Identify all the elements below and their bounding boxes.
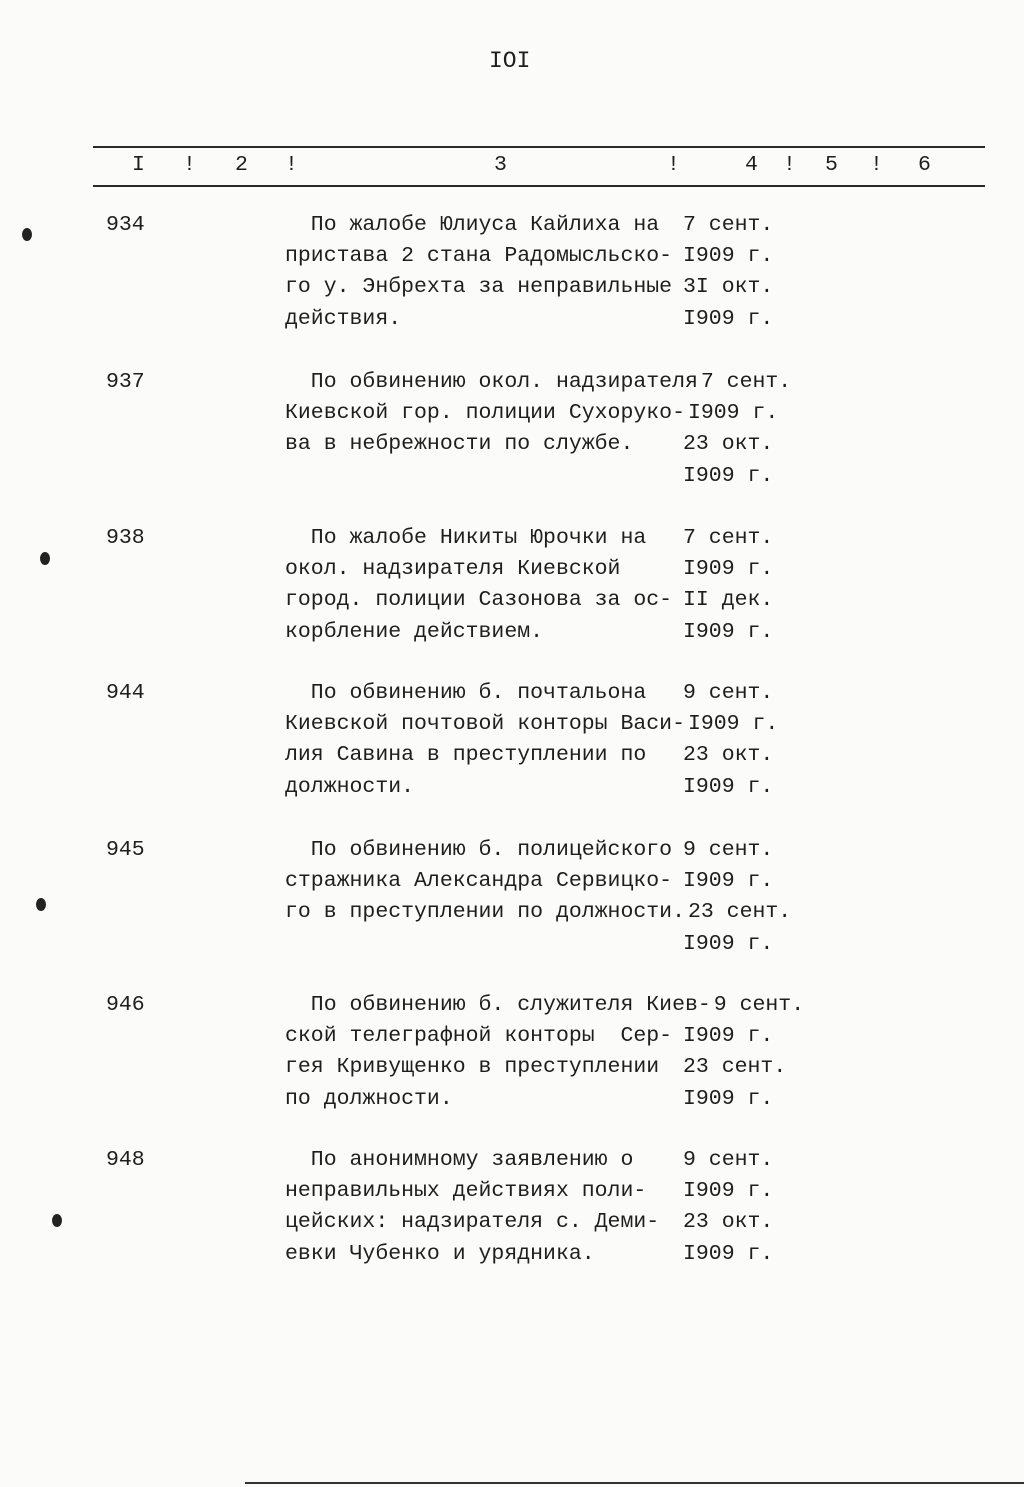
case-description-line: По обвинению б. почтальона <box>285 681 647 705</box>
case-date-line: 9 сент. <box>683 838 774 862</box>
case-description-line: Киевской гор. полиции Сухоруко- <box>285 401 685 426</box>
case-line <box>285 840 773 862</box>
case-date-line: 7 сент. <box>700 370 792 394</box>
punch-hole-mark <box>52 1214 62 1227</box>
column-header-cell: 3 <box>494 153 507 177</box>
case-date-line: 23 окт. <box>683 1210 774 1235</box>
case-date-line: I909 г. <box>683 869 774 894</box>
case-description-line: корбление действием. <box>285 619 544 644</box>
column-separator: ! <box>667 153 680 177</box>
case-date-line: 23 сент. <box>683 1055 787 1080</box>
case-description-line: должности. <box>285 774 415 799</box>
case-date-line: I909 г. <box>687 712 779 737</box>
case-line <box>285 1181 773 1203</box>
case-line <box>285 774 774 799</box>
case-line <box>285 434 773 456</box>
case-number: 945 <box>106 838 145 862</box>
case-number: 934 <box>106 213 145 237</box>
header-bottom-rule <box>93 185 985 187</box>
case-date-line: I909 г. <box>683 1086 774 1111</box>
column-header-cell: I <box>132 153 145 177</box>
case-date-line: I909 г. <box>683 774 774 799</box>
case-date-line: 7 сент. <box>683 526 774 550</box>
case-date-line: I909 г. <box>683 244 774 269</box>
case-description-line: неправильных действиях поли- <box>285 1179 647 1204</box>
case-line <box>285 306 774 331</box>
case-description-line: ской телеграфной конторы Сер- <box>285 1024 673 1049</box>
case-line <box>285 277 773 299</box>
case-date-line: I909 г. <box>683 931 774 956</box>
case-line <box>285 931 774 956</box>
case-description-line: гея Кривущенко в преступлении <box>285 1055 660 1080</box>
case-number: 948 <box>106 1148 145 1172</box>
column-separator: ! <box>183 153 196 177</box>
case-description-line: по должности. <box>285 1086 453 1111</box>
case-line <box>285 246 773 268</box>
case-description-line <box>285 466 680 488</box>
case-date-line: II дек. <box>683 588 774 613</box>
case-description-line: город. полиции Сазонова за ос- <box>285 588 673 613</box>
punch-hole-mark <box>40 552 50 565</box>
case-description-line <box>285 934 680 956</box>
column-header-cell: 4 <box>745 153 758 177</box>
case-description-line: По жалобе Юлиуса Кайлиха на <box>285 213 660 237</box>
case-line <box>285 902 791 924</box>
case-line <box>285 745 773 767</box>
case-line <box>285 1212 773 1234</box>
case-number: 944 <box>106 681 145 705</box>
case-line <box>285 683 773 705</box>
case-line <box>285 463 774 488</box>
case-description-line: евки Чубенко и урядника. <box>285 1241 595 1266</box>
case-date-line: I909 г. <box>687 401 779 426</box>
case-description-line: го в преступлении по должности. <box>285 900 685 925</box>
column-separator: ! <box>285 153 298 177</box>
column-header-cell: 6 <box>918 153 931 177</box>
case-line <box>285 1241 774 1266</box>
case-date-line: I909 г. <box>683 619 774 644</box>
case-description-line: Киевской почтовой конторы Васи- <box>285 712 685 737</box>
punch-hole-mark <box>22 228 32 241</box>
case-description-line: пристава 2 стана Радомысльско- <box>285 244 673 269</box>
case-description-line: По обвинению б. полицейского <box>285 838 673 862</box>
case-description-line: ва в небрежности по службе. <box>285 432 634 457</box>
case-date-line: 23 окт. <box>683 743 774 768</box>
case-description-line: По жалобе Никиты Юрочки на <box>285 526 647 550</box>
case-date-line: I909 г. <box>683 557 774 582</box>
bottom-edge-rule <box>245 1482 1024 1484</box>
case-date-line: 23 окт. <box>683 432 774 457</box>
case-number: 937 <box>106 370 145 394</box>
case-description-line: По анонимному заявлению о <box>285 1148 634 1172</box>
case-line <box>285 1057 786 1079</box>
case-description-line: цейских: надзирателя с. Деми- <box>285 1210 660 1235</box>
column-separator: ! <box>870 153 883 177</box>
case-date-line: I909 г. <box>683 1241 774 1266</box>
case-line <box>285 559 773 581</box>
case-description-line: По обвинению б. служителя Киев- <box>285 993 711 1017</box>
column-header-cell: 2 <box>235 153 248 177</box>
case-line <box>285 1150 773 1172</box>
case-line <box>285 590 773 612</box>
case-date-line: 9 сент. <box>683 681 774 705</box>
column-separator: ! <box>783 153 796 177</box>
column-header-cell: 5 <box>825 153 838 177</box>
case-date-line: 3I окт. <box>683 275 774 300</box>
case-number: 946 <box>106 993 145 1017</box>
case-line <box>285 619 774 644</box>
case-number: 938 <box>106 526 145 550</box>
punch-hole-mark <box>36 898 46 911</box>
case-line <box>285 1026 773 1048</box>
case-date-line: I909 г. <box>683 463 774 488</box>
page-number: IOI <box>489 48 531 74</box>
case-line <box>285 714 778 736</box>
case-date-line: 7 сент. <box>683 213 774 237</box>
case-description-line: По обвинению окол. надзирателя <box>285 370 698 394</box>
case-description-line: лия Савина в преступлении по <box>285 743 647 768</box>
case-line <box>285 1086 774 1111</box>
case-description-line: действия. <box>285 306 402 331</box>
case-date-line: I909 г. <box>683 1024 774 1049</box>
case-date-line: I909 г. <box>683 306 774 331</box>
case-description-line: го у. Энбрехта за неправильные <box>285 275 673 300</box>
case-description-line: окол. надзирателя Киевской <box>285 557 621 582</box>
case-line <box>285 871 773 893</box>
case-description-line: стражника Александра Сервицко- <box>285 869 673 894</box>
case-date-line: 23 сент. <box>687 900 792 925</box>
header-top-rule <box>93 146 985 148</box>
case-line <box>285 528 773 550</box>
case-date-line: I909 г. <box>683 1179 774 1204</box>
case-line <box>285 215 773 237</box>
case-date-line: 9 сент. <box>713 993 805 1017</box>
case-line <box>285 995 804 1017</box>
case-date-line: 9 сент. <box>683 1148 774 1172</box>
case-line <box>285 403 778 425</box>
case-line <box>285 372 791 394</box>
